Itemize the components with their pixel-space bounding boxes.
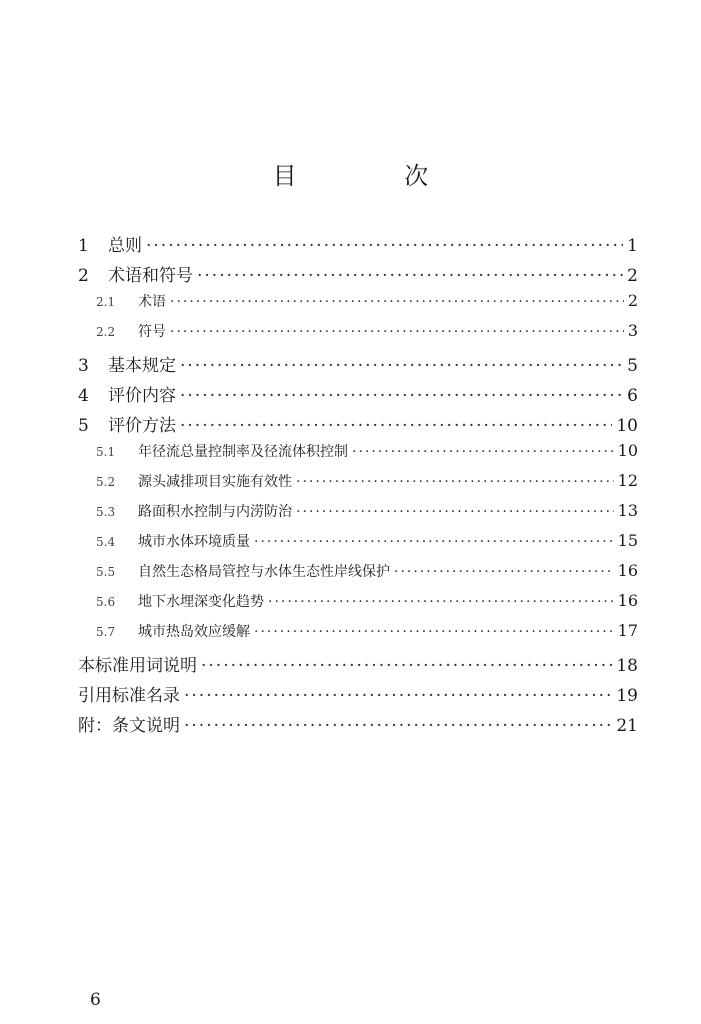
toc-entry-number: 5.7 xyxy=(96,625,116,639)
toc-subentry[interactable] xyxy=(78,531,638,561)
toc-entry-page: 18 xyxy=(616,656,638,676)
toc-subentry[interactable] xyxy=(78,441,638,471)
toc-entry-number: 2.1 xyxy=(96,295,116,309)
dot-leader xyxy=(180,416,612,436)
toc-entry-number: 4 xyxy=(78,386,89,406)
toc-entry-number: 5.2 xyxy=(96,475,116,489)
dot-leader xyxy=(268,594,614,610)
toc-entry-label: 术语和符号 xyxy=(108,266,193,286)
toc-entry-page: 2 xyxy=(627,291,638,310)
toc-entry-number: 5.6 xyxy=(96,595,116,609)
toc-entry-label: 路面积水控制与内涝防治 xyxy=(138,504,292,520)
page-number: 6 xyxy=(90,990,101,1010)
toc-entry-number: 1 xyxy=(78,236,89,256)
toc-entry-page: 16 xyxy=(617,561,638,580)
dot-leader xyxy=(184,686,612,706)
toc-entry-page: 1 xyxy=(627,236,638,256)
dot-leader xyxy=(146,236,623,256)
toc-entry-page: 16 xyxy=(617,591,638,610)
toc-entry[interactable] xyxy=(78,381,638,411)
dot-leader xyxy=(184,716,612,736)
toc-entry[interactable] xyxy=(78,261,638,291)
toc-entry-label: 评价内容 xyxy=(108,386,176,406)
dot-leader xyxy=(394,564,614,580)
toc-subentry[interactable] xyxy=(78,591,638,621)
toc-entry-number: 2.2 xyxy=(96,325,116,339)
dot-leader xyxy=(170,324,624,340)
toc-subentry[interactable] xyxy=(78,321,638,351)
dot-leader xyxy=(296,504,614,520)
toc-subentry[interactable] xyxy=(78,291,638,321)
toc-entry-page: 3 xyxy=(627,321,638,340)
dot-leader xyxy=(180,386,623,406)
toc-entry-number: 5.5 xyxy=(96,565,116,579)
toc-entry-page: 6 xyxy=(627,386,638,406)
dot-leader xyxy=(180,356,623,376)
dot-leader xyxy=(254,534,614,550)
toc-entry-label: 引用标准名录 xyxy=(78,686,180,706)
toc-subentry[interactable] xyxy=(78,501,638,531)
toc-entry[interactable] xyxy=(78,411,638,441)
table-of-contents xyxy=(78,231,638,741)
dot-leader xyxy=(170,294,624,310)
toc-title: 目 次 xyxy=(272,162,479,190)
toc-entry-number: 2 xyxy=(78,266,89,286)
toc-entry-page: 21 xyxy=(616,716,638,736)
toc-entry-page: 19 xyxy=(616,686,638,706)
toc-entry-label: 城市水体环境质量 xyxy=(138,534,250,550)
toc-entry-label: 自然生态格局管控与水体生态性岸线保护 xyxy=(138,564,390,580)
dot-leader xyxy=(201,656,612,676)
toc-entry[interactable] xyxy=(78,231,638,261)
toc-entry-label: 附：条文说明 xyxy=(78,716,180,736)
toc-entry-page: 17 xyxy=(617,621,638,640)
toc-entry-label: 地下水埋深变化趋势 xyxy=(138,594,264,610)
toc-entry-label: 基本规定 xyxy=(108,356,176,376)
toc-entry-page: 2 xyxy=(627,266,638,286)
toc-entry-number: 5.1 xyxy=(96,445,116,459)
toc-subentry[interactable] xyxy=(78,471,638,501)
toc-entry-page: 5 xyxy=(627,356,638,376)
toc-entry[interactable] xyxy=(78,651,638,681)
dot-leader xyxy=(254,624,614,640)
toc-entry-label: 总则 xyxy=(108,236,142,256)
toc-entry-label: 年径流总量控制率及径流体积控制 xyxy=(138,444,348,460)
toc-entry-number: 5 xyxy=(78,416,89,436)
toc-entry-label: 术语 xyxy=(138,294,166,310)
toc-entry-number: 3 xyxy=(78,356,89,376)
toc-entry-number: 5.3 xyxy=(96,505,116,519)
toc-entry[interactable] xyxy=(78,351,638,381)
toc-entry-label: 源头减排项目实施有效性 xyxy=(138,474,292,490)
toc-entry-page: 12 xyxy=(617,471,638,490)
dot-leader xyxy=(352,444,614,460)
dot-leader xyxy=(296,474,614,490)
toc-subentry[interactable] xyxy=(78,561,638,591)
toc-subentry[interactable] xyxy=(78,621,638,651)
dot-leader xyxy=(197,266,623,286)
toc-entry-page: 10 xyxy=(617,441,638,460)
toc-entry-page: 10 xyxy=(616,416,638,436)
toc-entry-page: 15 xyxy=(617,531,638,550)
toc-entry[interactable] xyxy=(78,711,638,741)
toc-entry-number: 5.4 xyxy=(96,535,116,549)
toc-entry[interactable] xyxy=(78,681,638,711)
toc-entry-label: 城市热岛效应缓解 xyxy=(138,624,250,640)
toc-entry-label: 本标准用词说明 xyxy=(78,656,197,676)
toc-entry-page: 13 xyxy=(617,501,638,520)
toc-entry-label: 评价方法 xyxy=(108,416,176,436)
toc-entry-label: 符号 xyxy=(138,324,166,340)
